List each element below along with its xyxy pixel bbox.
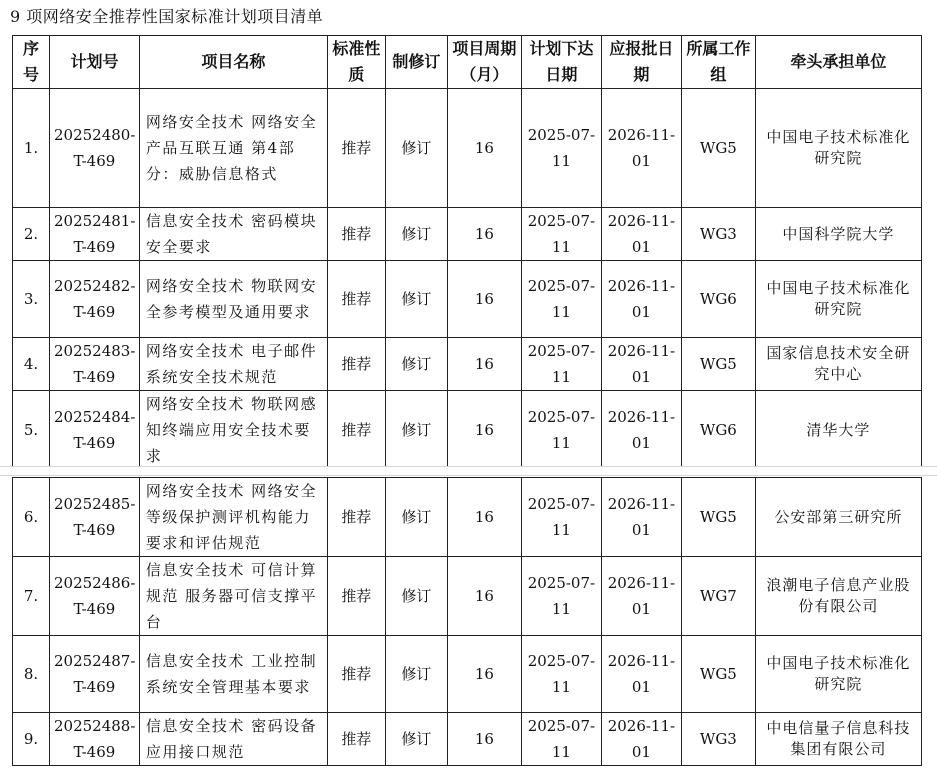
cell-no: 2. (13, 208, 50, 261)
cell-group: WG5 (681, 636, 755, 713)
cell-no: 5. (13, 391, 50, 470)
cell-due-date: 2026-11-01 (601, 478, 681, 557)
header-group: 所属工作组 (681, 36, 755, 89)
cell-name: 网络安全技术 电子邮件系统安全技术规范 (139, 338, 327, 391)
header-revision: 制修订 (385, 36, 447, 89)
header-plan-no: 计划号 (50, 36, 140, 89)
cell-unit: 中国电子技术标准化研究院 (755, 261, 921, 338)
cell-name: 网络安全技术 网络安全产品互联互通 第4部分：威胁信息格式 (139, 89, 327, 208)
cell-due-date: 2026-11-01 (601, 261, 681, 338)
cell-nature: 推荐 (327, 557, 385, 636)
cell-due-date: 2026-11-01 (601, 713, 681, 766)
page-break (0, 466, 937, 476)
cell-plan-no: 20252487-T-469 (50, 636, 140, 713)
cell-period: 16 (447, 208, 521, 261)
cell-plan-no: 20252485-T-469 (50, 478, 140, 557)
cell-due-date: 2026-11-01 (601, 636, 681, 713)
cell-unit: 中电信量子信息科技集团有限公司 (755, 713, 921, 766)
cell-nature: 推荐 (327, 636, 385, 713)
cell-due-date: 2026-11-01 (601, 391, 681, 470)
cell-issue-date: 2025-07-11 (521, 89, 601, 208)
cell-revision: 修订 (385, 261, 447, 338)
cell-plan-no: 20252488-T-469 (50, 713, 140, 766)
cell-plan-no: 20252486-T-469 (50, 557, 140, 636)
cell-nature: 推荐 (327, 478, 385, 557)
cell-revision: 修订 (385, 208, 447, 261)
cell-nature: 推荐 (327, 713, 385, 766)
header-no: 序号 (13, 36, 50, 89)
header-issue-date: 计划下达日期 (521, 36, 601, 89)
cell-issue-date: 2025-07-11 (521, 557, 601, 636)
cell-unit: 公安部第三研究所 (755, 478, 921, 557)
cell-plan-no: 20252484-T-469 (50, 391, 140, 470)
standards-table-continued (12, 477, 922, 766)
cell-group: WG5 (681, 89, 755, 208)
cell-nature: 推荐 (327, 338, 385, 391)
cell-no: 3. (13, 261, 50, 338)
cell-revision: 修订 (385, 557, 447, 636)
cell-plan-no: 20252481-T-469 (50, 208, 140, 261)
table-row (13, 636, 922, 713)
cell-unit: 中国电子技术标准化研究院 (755, 89, 921, 208)
cell-unit: 中国电子技术标准化研究院 (755, 636, 921, 713)
cell-issue-date: 2025-07-11 (521, 208, 601, 261)
table-row (13, 391, 922, 470)
cell-due-date: 2026-11-01 (601, 89, 681, 208)
table-row (13, 261, 922, 338)
cell-issue-date: 2025-07-11 (521, 636, 601, 713)
cell-group: WG6 (681, 391, 755, 470)
cell-no: 6. (13, 478, 50, 557)
cell-group: WG6 (681, 261, 755, 338)
cell-unit: 浪潮电子信息产业股份有限公司 (755, 557, 921, 636)
cell-revision: 修订 (385, 478, 447, 557)
cell-unit: 中国科学院大学 (755, 208, 921, 261)
table-row (13, 557, 922, 636)
table-row (13, 338, 922, 391)
cell-name: 网络安全技术 物联网安全参考模型及通用要求 (139, 261, 327, 338)
cell-issue-date: 2025-07-11 (521, 338, 601, 391)
cell-unit: 国家信息技术安全研究中心 (755, 338, 921, 391)
cell-name: 信息安全技术 工业控制系统安全管理基本要求 (139, 636, 327, 713)
cell-name: 网络安全技术 物联网感知终端应用安全技术要求 (139, 391, 327, 470)
cell-period: 16 (447, 636, 521, 713)
cell-revision: 修订 (385, 338, 447, 391)
cell-group: WG3 (681, 208, 755, 261)
cell-period: 16 (447, 713, 521, 766)
cell-name: 信息安全技术 可信计算规范 服务器可信支撑平台 (139, 557, 327, 636)
cell-revision: 修订 (385, 713, 447, 766)
cell-group: WG5 (681, 478, 755, 557)
cell-period: 16 (447, 89, 521, 208)
standards-table (12, 35, 922, 470)
cell-plan-no: 20252480-T-469 (50, 89, 140, 208)
cell-nature: 推荐 (327, 261, 385, 338)
cell-no: 1. (13, 89, 50, 208)
cell-name: 信息安全技术 密码设备应用接口规范 (139, 713, 327, 766)
cell-name: 信息安全技术 密码模块安全要求 (139, 208, 327, 261)
cell-issue-date: 2025-07-11 (521, 261, 601, 338)
header-unit: 牵头承担单位 (755, 36, 921, 89)
cell-plan-no: 20252482-T-469 (50, 261, 140, 338)
header-period: 项目周期（月） (447, 36, 521, 89)
cell-group: WG7 (681, 557, 755, 636)
table-row (13, 713, 922, 766)
header-due-date: 应报批日期 (601, 36, 681, 89)
cell-no: 7. (13, 557, 50, 636)
cell-plan-no: 20252483-T-469 (50, 338, 140, 391)
cell-issue-date: 2025-07-11 (521, 478, 601, 557)
cell-revision: 修订 (385, 391, 447, 470)
header-nature: 标准性质 (327, 36, 385, 89)
cell-period: 16 (447, 557, 521, 636)
cell-period: 16 (447, 261, 521, 338)
cell-issue-date: 2025-07-11 (521, 391, 601, 470)
cell-due-date: 2026-11-01 (601, 557, 681, 636)
cell-revision: 修订 (385, 636, 447, 713)
table-row (13, 208, 922, 261)
cell-due-date: 2026-11-01 (601, 208, 681, 261)
page-title: 9 项网络安全推荐性国家标准计划项目清单 (10, 7, 324, 26)
cell-period: 16 (447, 478, 521, 557)
cell-revision: 修订 (385, 89, 447, 208)
header-name: 项目名称 (139, 36, 327, 89)
cell-nature: 推荐 (327, 391, 385, 470)
cell-no: 4. (13, 338, 50, 391)
cell-no: 9. (13, 713, 50, 766)
cell-period: 16 (447, 338, 521, 391)
cell-group: WG3 (681, 713, 755, 766)
cell-nature: 推荐 (327, 89, 385, 208)
cell-nature: 推荐 (327, 208, 385, 261)
table-header-row (13, 36, 922, 89)
cell-due-date: 2026-11-01 (601, 338, 681, 391)
cell-group: WG5 (681, 338, 755, 391)
table-row (13, 478, 922, 557)
table-row (13, 89, 922, 208)
cell-unit: 清华大学 (755, 391, 921, 470)
cell-no: 8. (13, 636, 50, 713)
cell-period: 16 (447, 391, 521, 470)
cell-name: 网络安全技术 网络安全等级保护测评机构能力要求和评估规范 (139, 478, 327, 557)
cell-issue-date: 2025-07-11 (521, 713, 601, 766)
